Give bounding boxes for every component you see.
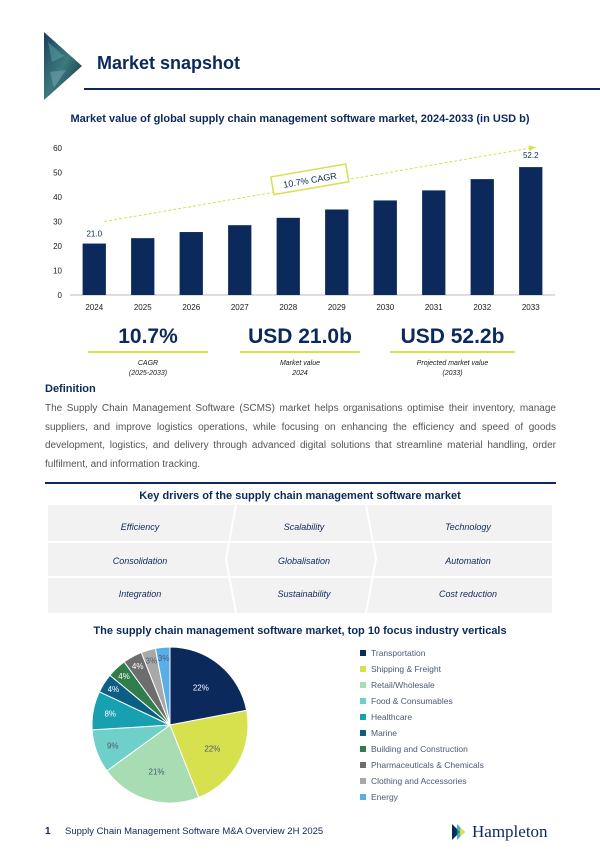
kpi-projected-value-rule xyxy=(390,351,515,353)
x-tick-label: 2028 xyxy=(279,303,298,312)
x-tick-label: 2033 xyxy=(521,303,540,312)
x-tick-label: 2024 xyxy=(85,303,104,312)
legend-label: Pharmaceuticals & Chemicals xyxy=(371,760,484,770)
bar-2029 xyxy=(325,209,348,295)
kpi-market-value-sublabel: 2024 xyxy=(292,370,308,377)
legend-swatch xyxy=(360,794,366,800)
title-divider xyxy=(84,88,600,90)
legend-swatch xyxy=(360,650,366,656)
pie-slice-label: 4% xyxy=(107,685,120,695)
legend-swatch xyxy=(360,682,366,688)
legend-item xyxy=(360,661,484,677)
x-tick-label: 2032 xyxy=(473,303,492,312)
legend-label: Transportation xyxy=(371,648,426,658)
pie-legend xyxy=(360,645,484,805)
driver-globalisation: Globalisation xyxy=(277,556,331,566)
driver-integration: Integration xyxy=(118,589,162,599)
legend-item xyxy=(360,741,484,757)
bar-2025 xyxy=(131,238,154,295)
bar-2032 xyxy=(471,179,494,295)
x-tick-label: 2025 xyxy=(133,303,152,312)
footer-text: Supply Chain Management Software M&A Overview 2H 2025 xyxy=(65,826,324,837)
pie-slice-label: 4% xyxy=(131,662,144,672)
pie-slice-label: 8% xyxy=(104,709,117,719)
legend-item xyxy=(360,773,484,789)
driver-automation: Automation xyxy=(445,556,491,566)
x-tick-label: 2029 xyxy=(327,303,346,312)
pie-slice-label: 22% xyxy=(192,683,209,693)
kpi-cagr-rule xyxy=(88,351,208,353)
kpi-cagr-sublabel: (2025-2033) xyxy=(128,370,168,377)
cagr-callout xyxy=(271,164,349,195)
pie-slice-label: 4% xyxy=(118,672,130,682)
pie-slice-label: 3% xyxy=(157,654,170,664)
y-tick-label: 20 xyxy=(53,242,62,251)
legend-swatch xyxy=(360,778,366,784)
legend-item xyxy=(360,677,484,693)
driver-scalability: Scalability xyxy=(283,522,325,532)
bar-2031 xyxy=(422,190,445,295)
legend-label: Energy xyxy=(371,792,398,802)
legend-label: Building and Construction xyxy=(371,744,468,754)
y-tick-label: 50 xyxy=(53,168,62,178)
bar-2033 xyxy=(519,167,542,295)
kpi-market-value xyxy=(240,325,360,379)
legend-item xyxy=(360,757,484,773)
x-tick-label: 2027 xyxy=(230,303,249,312)
legend-item xyxy=(360,645,484,661)
kpi-market-value-label: Market value xyxy=(279,360,321,367)
kpi-cagr-value: 10.7% xyxy=(118,325,178,348)
legend-label: Healthcare xyxy=(371,712,413,722)
kpi-projected-value-value: USD 52.2b xyxy=(400,325,505,348)
definition-heading: Definition xyxy=(45,383,96,395)
legend-item xyxy=(360,709,484,725)
pie-chart xyxy=(90,645,250,805)
legend-item xyxy=(360,789,484,805)
x-tick-label: 2031 xyxy=(424,303,443,312)
header-corner-graphic xyxy=(44,32,82,100)
legend-swatch xyxy=(360,762,366,768)
y-tick-label: 0 xyxy=(57,291,62,300)
bar-chart-title: Market value of global supply chain management software market, 2024-2033 (in USD b) xyxy=(70,113,530,125)
driver-efficiency: Efficiency xyxy=(120,522,160,532)
x-tick-label: 2030 xyxy=(376,303,395,312)
pie-slice-label: 3% xyxy=(145,656,158,666)
kpi-market-value-value: USD 21.0b xyxy=(248,325,352,348)
bar-2027 xyxy=(228,225,251,295)
legend-label: Clothing and Accessories xyxy=(371,776,467,786)
legend-swatch xyxy=(360,730,366,736)
legend-label: Food & Consumables xyxy=(371,696,453,706)
pie-chart-title: The supply chain management software market, top 10 focus industry verticals xyxy=(93,625,507,637)
kpi-cagr-label: CAGR xyxy=(137,360,159,367)
legend-label: Marine xyxy=(371,728,397,738)
legend-item xyxy=(360,693,484,709)
hampleton-logo xyxy=(452,822,548,842)
legend-label: Shipping & Freight xyxy=(371,664,441,674)
legend-swatch xyxy=(360,698,366,704)
bar-2024 xyxy=(83,244,106,295)
kpi-projected-value-label: Projected market value xyxy=(416,360,489,367)
legend-swatch xyxy=(360,746,366,752)
y-tick-label: 60 xyxy=(53,144,62,153)
cagr-callout-text: 10.7% CAGR xyxy=(282,170,338,190)
drivers-heading: Key drivers of the supply chain management software market xyxy=(139,490,461,502)
y-tick-label: 10 xyxy=(53,266,62,276)
pie-slice-label: 21% xyxy=(148,767,165,777)
page-title: Market snapshot xyxy=(97,53,241,73)
legend-swatch xyxy=(360,666,366,672)
legend-label: Retail/Wholesale xyxy=(371,680,435,690)
driver-consolidation: Consolidation xyxy=(112,556,168,566)
pie-slice-label: 9% xyxy=(106,741,119,751)
hampleton-logo-text: Hampleton xyxy=(472,822,548,841)
pie-slice-label: 22% xyxy=(204,744,221,754)
bar-chart xyxy=(40,140,560,320)
bar-2026 xyxy=(180,232,203,295)
data-label-first: 21.0 xyxy=(86,229,103,239)
definition-text: The Supply Chain Management Software (SCMS) market helps organisations optimise their inventory, manage suppliers, and improve logistics operations, while focusing on enhancing the efficiency and speed of goods development, logistics, and delivery through advanced digital solutions that streamline material handling, order fulfilment, and information tracking. xyxy=(45,403,556,470)
y-tick-label: 40 xyxy=(53,193,62,202)
kpi-cagr xyxy=(88,325,208,379)
page-number: 1 xyxy=(45,826,51,837)
driver-technology: Technology xyxy=(445,522,491,532)
legend-item xyxy=(360,725,484,741)
section-divider xyxy=(45,482,556,484)
data-label-last: 52.2 xyxy=(522,151,539,161)
y-tick-label: 30 xyxy=(53,217,62,227)
bar-2030 xyxy=(374,200,397,295)
kpi-projected-value-sublabel: (2033) xyxy=(442,370,463,377)
legend-swatch xyxy=(360,714,366,720)
bar-2028 xyxy=(277,218,300,295)
driver-cost-reduction: Cost reduction xyxy=(438,589,498,599)
hampleton-logo-icon xyxy=(452,824,468,840)
kpi-projected-value xyxy=(390,325,515,379)
x-tick-label: 2026 xyxy=(182,303,201,312)
driver-sustainability: Sustainability xyxy=(277,589,331,599)
kpi-market-value-rule xyxy=(240,351,360,353)
